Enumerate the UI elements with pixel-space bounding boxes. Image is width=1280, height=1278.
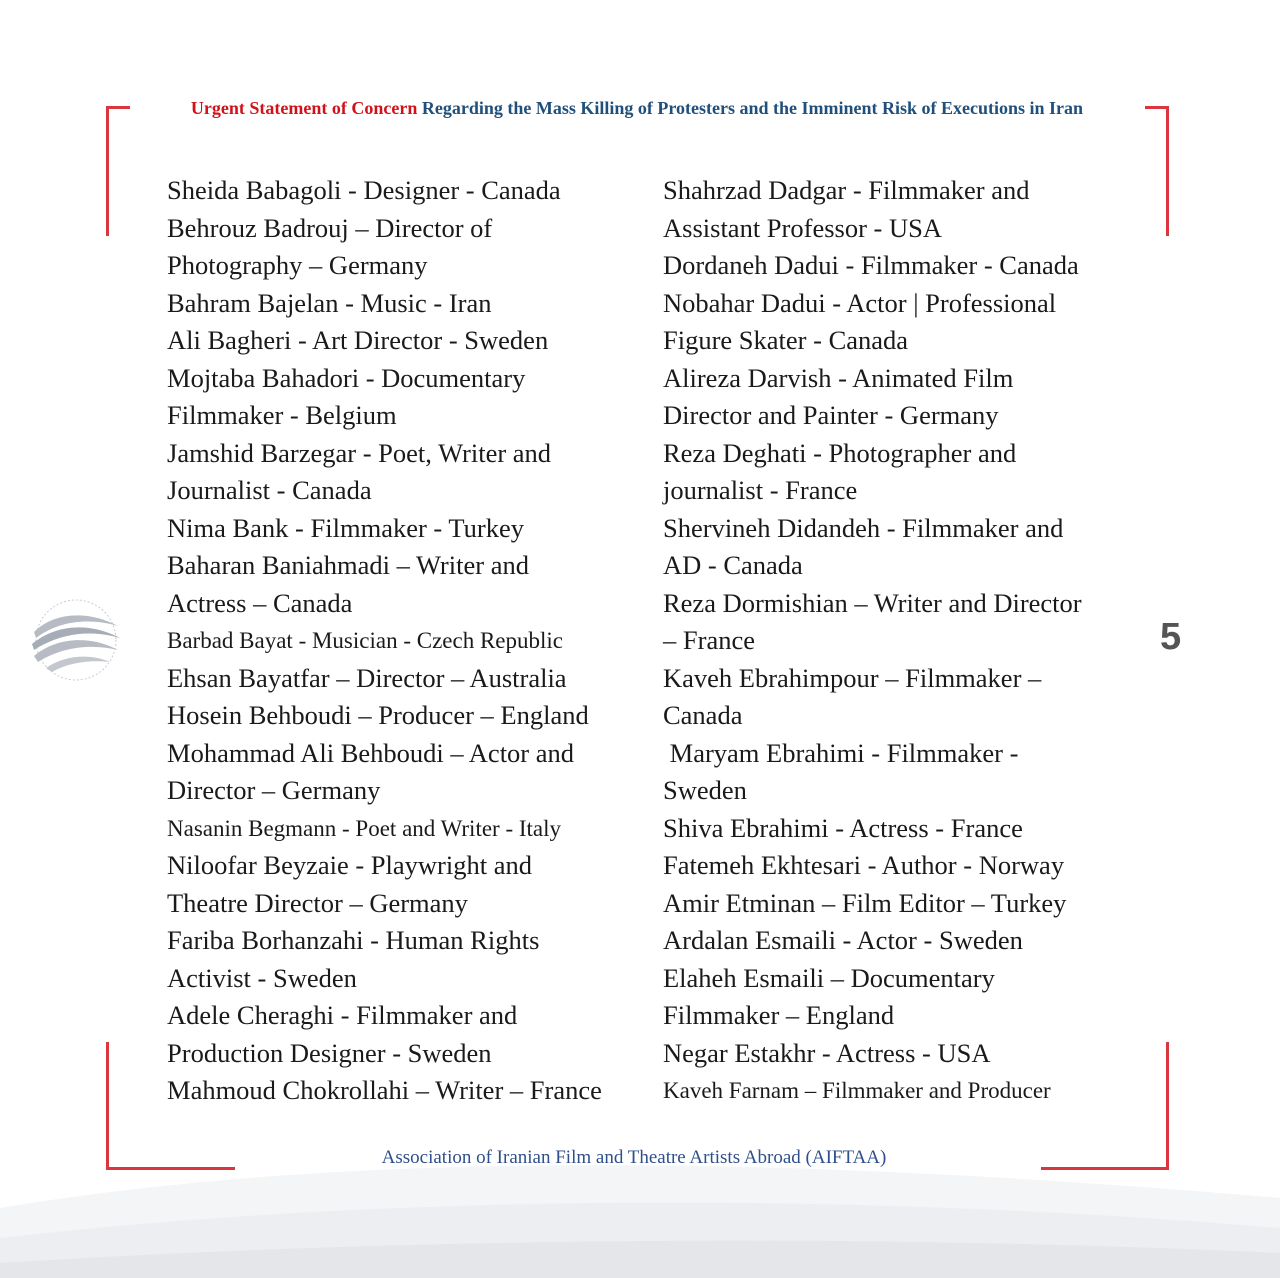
signatory-line: Shahrzad Dadgar - Filmmaker and xyxy=(663,175,1030,205)
signatory-line: Elaheh Esmaili – Documentary xyxy=(663,962,995,993)
signatory-line: Adele Cheraghi - Filmmaker and xyxy=(167,1000,518,1030)
signatory-line: Shiva Ebrahimi - Actress - France xyxy=(663,812,1023,843)
signatory-line: Kaveh Farnam – Filmmaker and Producer xyxy=(663,1078,1051,1103)
signatory-line: Assistant Professor - USA xyxy=(663,212,942,243)
signatory-line: Ardalan Esmaili - Actor - Sweden xyxy=(663,925,1023,955)
signatory-line: Behrouz Badrouj – Director of xyxy=(167,212,493,243)
signatory-line: Director – Germany xyxy=(167,775,381,805)
signatory-line: Photography – Germany xyxy=(167,250,428,280)
signatory-line: Sheida Babagoli - Designer - Canada xyxy=(167,175,561,205)
frame-top-left-vertical xyxy=(106,106,109,236)
signatory-line: Production Designer - Sweden xyxy=(167,1037,492,1068)
signatory-line: Canada xyxy=(663,700,743,730)
signatory-line: Kaveh Ebrahimpour – Filmmaker – xyxy=(663,662,1042,693)
signatory-line: Bahram Bajelan - Music - Iran xyxy=(167,287,492,318)
signatory-line: Mahmoud Chokrollahi – Writer – France xyxy=(167,1075,602,1105)
signatory-line: Director and Painter - Germany xyxy=(663,400,999,430)
footer-organization-name: Association of Iranian Film and Theatre Artists Abroad (AIFTAA) xyxy=(381,1147,887,1168)
signatory-line: – France xyxy=(663,625,755,655)
page-number: 5 xyxy=(1160,616,1182,658)
signatory-line: Ali Bagheri - Art Director - Sweden xyxy=(167,325,549,355)
signatory-line: Journalist - Canada xyxy=(167,475,372,505)
statement-title-blue: Regarding the Mass Killing of Protesters and the Imminent Risk of Executions in Iran xyxy=(421,98,1084,118)
signatory-line: Reza Deghati - Photographer and xyxy=(663,437,1017,468)
statement-title-red: Urgent Statement of Concern xyxy=(190,98,418,118)
aiftaa-logo-icon xyxy=(26,598,126,682)
signatory-line: Jamshid Barzegar - Poet, Writer and xyxy=(167,437,552,468)
signatory-line: Negar Estakhr - Actress - USA xyxy=(663,1037,991,1068)
signatory-line: Mohammad Ali Behboudi – Actor and xyxy=(167,737,575,768)
signatory-line: Amir Etminan – Film Editor – Turkey xyxy=(663,887,1067,918)
signatory-line: Shervineh Didandeh - Filmmaker and xyxy=(663,512,1064,543)
signatories-left-column xyxy=(167,172,647,1110)
frame-top-right-vertical xyxy=(1166,106,1169,236)
signatory-line: Nima Bank - Filmmaker - Turkey xyxy=(167,512,524,543)
signatory-line: Baharan Baniahmadi – Writer and xyxy=(167,550,529,580)
signatory-line: Figure Skater - Canada xyxy=(663,325,909,355)
signatory-line: Mojtaba Bahadori - Documentary xyxy=(167,362,526,393)
signatory-line: Actress – Canada xyxy=(167,587,353,618)
signatory-line: Sweden xyxy=(663,775,747,805)
signatory-line: Nasanin Begmann - Poet and Writer - Italy xyxy=(167,815,562,841)
signatory-line: Activist - Sweden xyxy=(167,962,357,993)
signatory-line: Filmmaker - Belgium xyxy=(167,400,397,430)
frame-top-left-horizontal xyxy=(106,106,130,109)
statement-title xyxy=(133,97,1141,119)
signatories-right-column xyxy=(663,172,1143,1110)
signatory-line: Fariba Borhanzahi - Human Rights xyxy=(167,925,540,955)
signatory-line: Ehsan Bayatfar – Director – Australia xyxy=(167,662,567,693)
signatory-line: Maryam Ebrahimi - Filmmaker - xyxy=(663,737,1019,768)
signatory-line: Fatemeh Ekhtesari - Author - Norway xyxy=(663,850,1065,880)
signatory-line: Niloofar Beyzaie - Playwright and xyxy=(167,850,532,880)
signatory-line: Hosein Behboudi – Producer – England xyxy=(167,700,589,730)
signatory-line: Theatre Director – Germany xyxy=(167,887,468,918)
signatory-line: Alireza Darvish - Animated Film xyxy=(663,362,1014,393)
signatory-line: Dordaneh Dadui - Filmmaker - Canada xyxy=(663,250,1079,280)
signatory-line: AD - Canada xyxy=(663,550,803,580)
signatory-line: Barbad Bayat - Musician - Czech Republic xyxy=(167,628,563,653)
signatory-line: Filmmaker – England xyxy=(663,1000,895,1030)
signatory-line: Nobahar Dadui - Actor | Professional xyxy=(663,287,1057,318)
signatory-line: journalist - France xyxy=(663,475,858,505)
signatory-line: Reza Dormishian – Writer and Director xyxy=(663,587,1082,618)
